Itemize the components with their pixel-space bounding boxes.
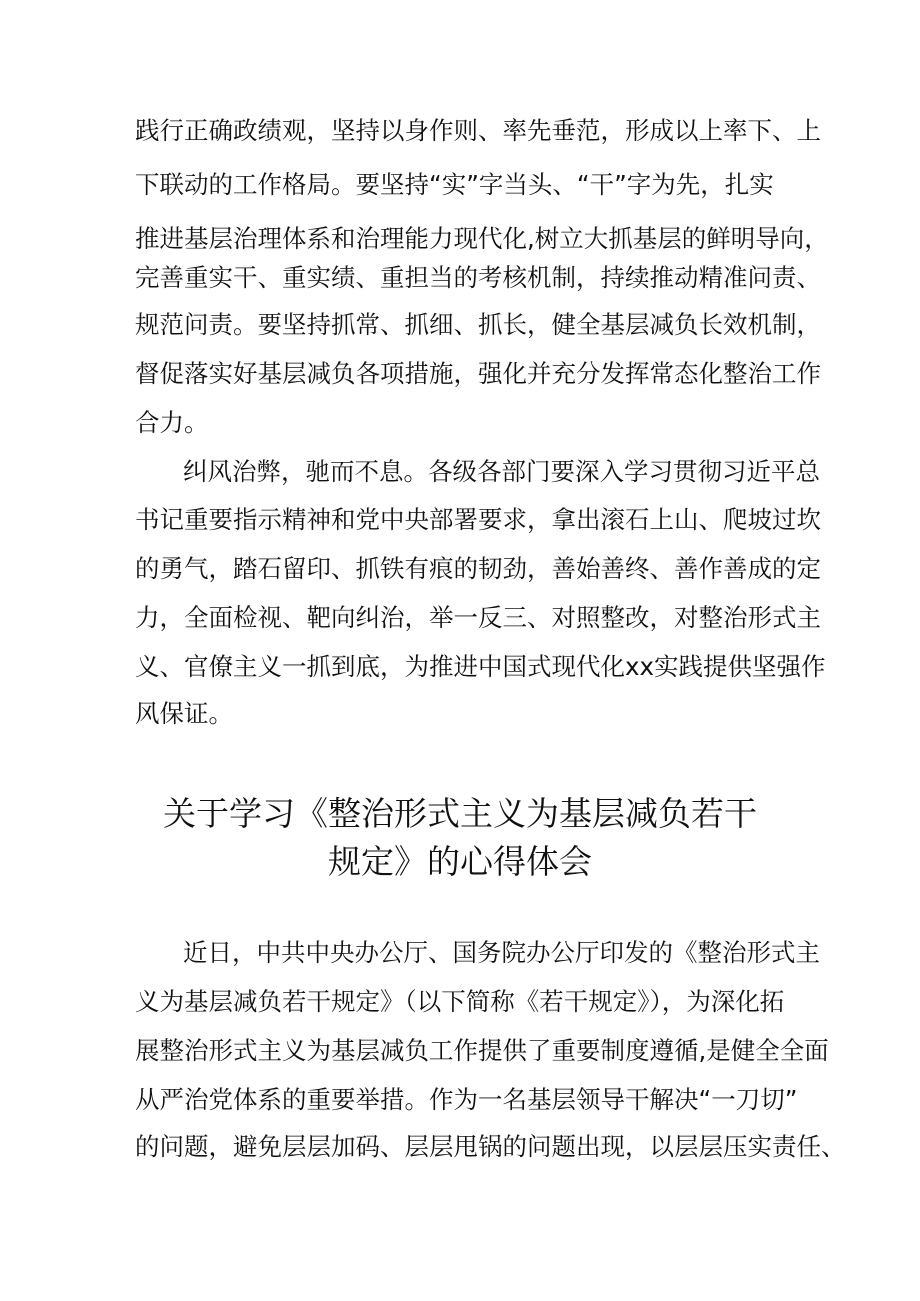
text-line: 力，全面检视、靶向纠治，举一反三、对照整改，对整治形式主 [135,603,821,632]
text-line: 书记重要指示精神和党中央部署要求，拿出滚石上山、爬坡过坎 [135,505,821,534]
title-line-1: 关于学习《整治形式主义为基层减负若干 [163,794,757,833]
text-line: 从严治党体系的重要举措。作为一名基层领导干解决“一刀切” [135,1085,798,1114]
text-line: 近日，中共中央办公厅、国务院办公厅印发的《整治形式主 [183,938,820,967]
text-line: 纠风治弊，驰而不息。各级各部门要深入学习贯彻习近平总 [183,457,820,486]
text-line: 展整治形式主义为基层减负工作提供了重要制度遵循,是健全全面 [135,1036,829,1065]
text-line: 合力。 [135,408,209,437]
text-line: 的勇气，踏石留印、抓铁有痕的韧劲，善始善终、善作善成的定 [135,554,821,583]
text-line: 完善重实干、重实绩、重担当的考核机制，持续推动精准问责、 [135,263,821,292]
text-line: 推进基层治理体系和治理能力现代化,树立大抓基层的鲜明导向， [135,224,829,253]
title-line-2: 规定》的心得体会 [328,842,592,881]
text-line: 督促落实好基层减负各项措施，强化并充分发挥常态化整治工作 [135,359,821,388]
text-line: 规范问责。要坚持抓常、抓细、抓长，健全基层减负长效机制， [135,310,821,339]
text-line: 风保证。 [135,699,233,728]
text-line: 的问题，避免层层加码、层层甩锅的问题出现，以层层压实责任、 [135,1132,846,1161]
text-line: 义为基层减负若干规定》（以下简称《若干规定》），为深化拓 [135,987,785,1016]
text-line: 下联动的工作格局。要坚持“实”字当头、“干”字为先，扎实 [135,170,774,199]
text-line: 义、官僚主义一抓到底，为推进中国式现代化xx实践提供坚强作 [135,652,826,681]
text-line: 践行正确政绩观，坚持以身作则、率先垂范，形成以上率下、上 [135,116,821,145]
